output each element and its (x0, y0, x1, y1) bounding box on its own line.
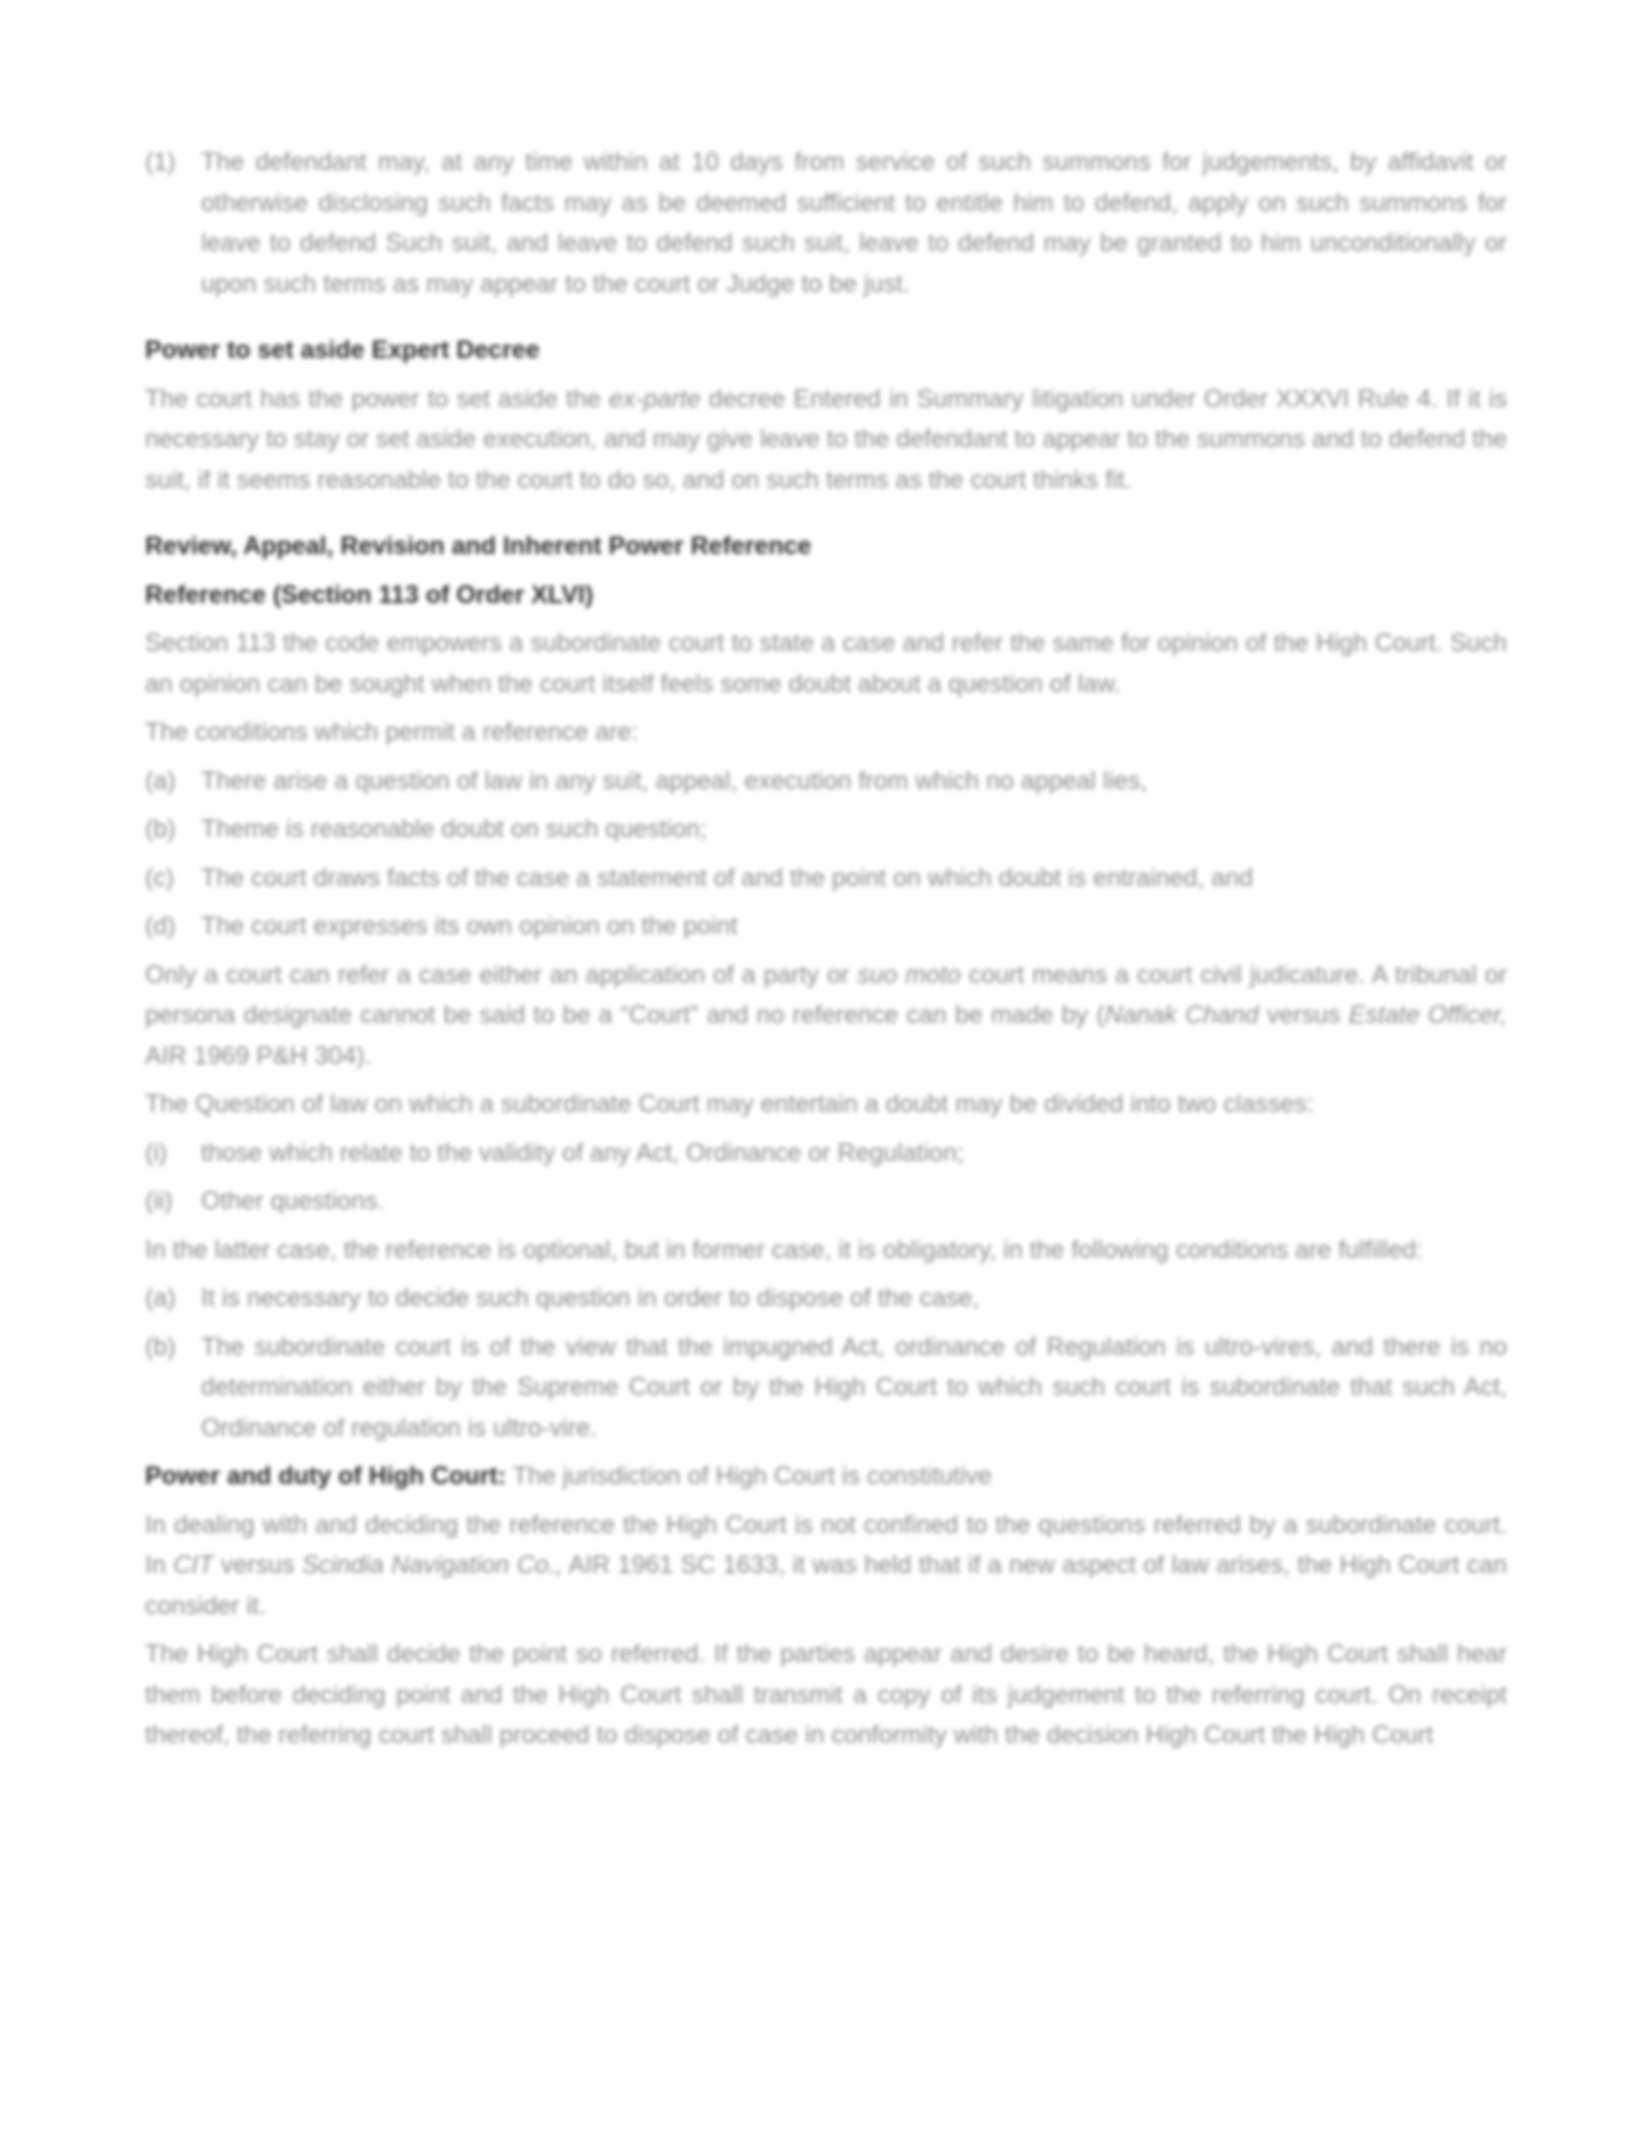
list-text: The court draws facts of the case a statement of and the point on which doubt is entrained, and (201, 863, 1254, 892)
paragraph: The court has the power to set aside the ex-parte decree Entered in Summary litigation under Order XXXVI Rule 4. If it is necessary to stay or set aside execution, and may give leave to the defendant to appear to the summons and to defend the suit, if it seems reasonable to the court to do so, and on such terms as the court thinks fit. (145, 384, 1507, 494)
paragraph: Section 113 the code empowers a subordinate court to state a case and refer the same for opinion of the High Court. Such an opinion can be sought when the court itself feels some doubt about a question of law. (145, 629, 1507, 698)
list-marker: (a) (145, 1284, 176, 1312)
list-item (145, 809, 1507, 850)
list-marker: (c) (145, 863, 175, 892)
list-item (145, 761, 1507, 802)
list-item (145, 142, 1507, 304)
list-text: The court expresses its own opinion on the point (201, 912, 738, 940)
paragraph: The High Court shall decide the point so referred. If the parties appear and desire to be heard, the High Court shall hear them before deciding point and the High Court shall transmit a copy of its judgement to the referring court. On receipt thereof, the referring court shall proceed to dispose of case in conformity with the decision High Court the High Court (145, 1640, 1507, 1749)
list-text: The subordinate court is of the view that the impugned Act, ordinance of Regulation is ultro-vires, and there is no determination either by the Supreme Court or by the High Court to which such court is subordinate that such Act, Ordinance of regulation is ultro-vire. (201, 1332, 1507, 1442)
list-item (145, 1133, 1507, 1174)
paragraph: In the latter case, the reference is optional, but in former case, it is obligatory, in the following conditions are fulfilled: (145, 1235, 1423, 1264)
paragraph: The conditions which permit a reference are: (145, 718, 639, 746)
list-marker: (1) (145, 148, 176, 176)
list-item (145, 906, 1507, 947)
list-text: It is necessary to decide such question in order to dispose of the case, (201, 1284, 980, 1312)
section-heading: Power to set aside Expert Decree (145, 336, 540, 364)
list-item (145, 1278, 1507, 1319)
list-marker: (ii) (145, 1187, 173, 1215)
list-marker: (a) (145, 766, 176, 795)
list-marker: (i) (145, 1138, 168, 1167)
list-text: Other questions. (201, 1187, 385, 1215)
paragraph: Power and duty of High Court: The jurisdiction of High Court is constitutive (145, 1462, 992, 1490)
inline-heading: Power and duty of High Court: (145, 1462, 507, 1490)
list-marker: (b) (145, 815, 176, 843)
section-heading: Review, Appeal, Revision and Inherent Power Reference (145, 532, 812, 560)
list-item (145, 1181, 1507, 1222)
paragraph: In dealing with and deciding the reference the High Court is not confined to the questions referred by a subordinate court. In CIT versus Scindia Navigation Co., AIR 1961 SC 1633, it was held that if a new aspect of law arises, the High Court can consider it. (145, 1510, 1507, 1620)
paragraph: Only a court can refer a case either an application of a party or suo moto court means a court civil judicature. A tribunal or persona designate cannot be said to be a “Court” and no reference can be made by (Nanak Chand versus Estate Officer, AIR 1969 P&H 304). (145, 960, 1507, 1070)
list-text: There arise a question of law in any suit, appeal, execution from which no appeal lies, (201, 766, 1148, 795)
subsection-heading: Reference (Section 113 of Order XLVI) (145, 580, 594, 609)
list-marker: (b) (145, 1332, 176, 1361)
document-page (145, 142, 1507, 1756)
paragraph: The Question of law on which a subordinate Court may entertain a doubt may be divided into two classes: (145, 1090, 1314, 1118)
list-item (145, 1327, 1507, 1449)
list-item (145, 858, 1507, 899)
list-text: The defendant may, at any time within at 10 days from service of such summons for judgements, by affidavit or otherwise disclosing such facts may as be deemed sufficient to entitle him to defend, apply on such summons for leave to defend Such suit, and leave to defend such suit, leave to defend may be granted to him unconditionally or upon such terms as may appear to the court or Judge to be just. (201, 148, 1507, 298)
list-text: Theme is reasonable doubt on such question; (201, 815, 707, 843)
list-marker: (d) (145, 912, 176, 940)
list-text: those which relate to the validity of any Act, Ordinance or Regulation; (201, 1138, 964, 1167)
